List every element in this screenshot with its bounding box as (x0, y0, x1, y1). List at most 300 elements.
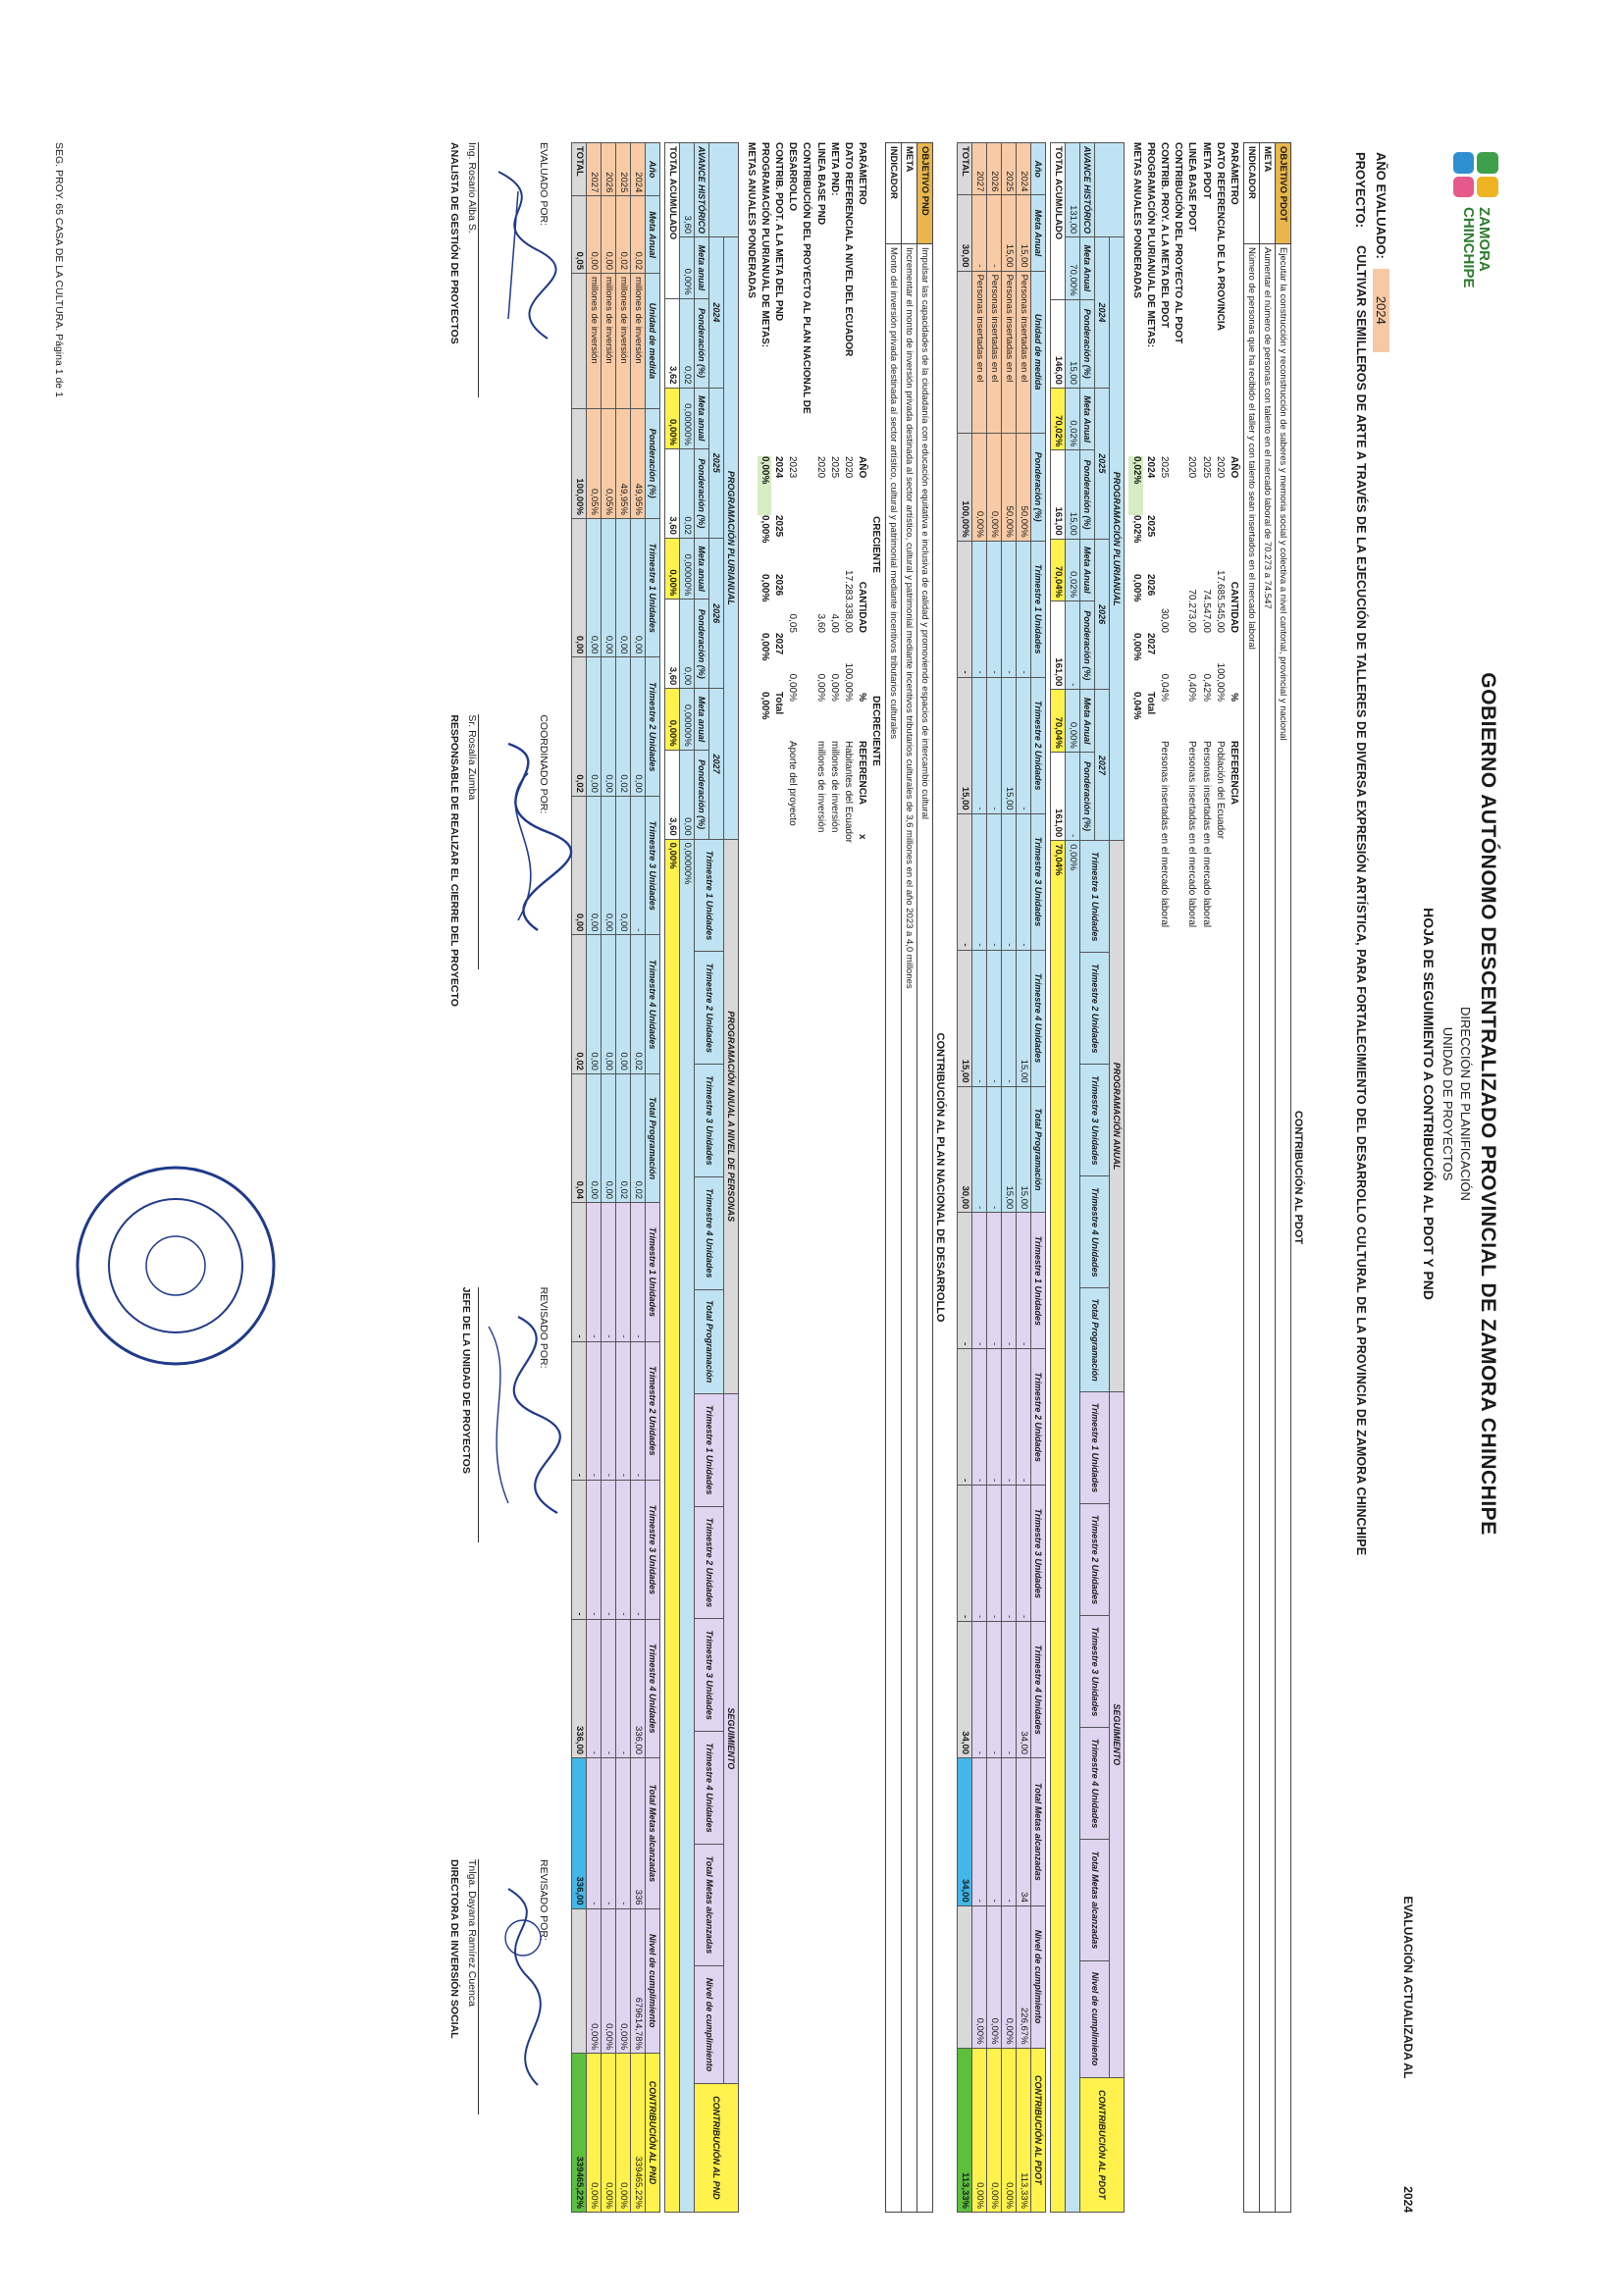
col-head: Ponderación (%) (1080, 752, 1095, 840)
pdot-param-labels (1128, 142, 1240, 437)
col-head: Trimestre 2 Unidades (695, 1506, 724, 1619)
col-head: AÑO (1229, 456, 1239, 479)
cell: 336,00 (572, 1619, 587, 1758)
pdot-programming-table (1050, 142, 1125, 2213)
provincial-logo (1446, 152, 1505, 378)
ref-pct: 100,00% (1214, 662, 1226, 702)
cell: - (587, 1203, 602, 1342)
cell: 0,02 (616, 657, 631, 797)
cell: - (972, 677, 987, 813)
plur-year: 2024 (772, 456, 784, 479)
cell: - (1002, 1486, 1017, 1622)
signer-role: ANALISTA DE GESTIÓN DE PROYECTOS (448, 142, 461, 344)
title-block (1421, 515, 1499, 1693)
cell: 146,00 (1051, 299, 1066, 388)
cell: - (972, 1486, 987, 1622)
col-head: Trimestre 2 Unidades (695, 952, 724, 1065)
plur-year: 2024 (1144, 456, 1156, 479)
cell: 15,00 (958, 950, 972, 1086)
cell: 0,00% (665, 388, 680, 448)
signer-role: RESPONSABLE DE REALIZAR EL CIERRE DEL PROYECTO (448, 714, 461, 1007)
cell: millones de inversión (616, 274, 631, 409)
ref-qty: 4,00 (828, 613, 840, 633)
cell: 70,04% (1051, 841, 1066, 2213)
group-head: SEGUIMIENTO (724, 1393, 739, 2083)
cell: 0,00% (1066, 841, 1080, 2213)
col-head: Meta Anual (1080, 388, 1095, 449)
unit-subtitle: UNIDAD DE PROYECTOS (1440, 1026, 1455, 1181)
cell: - (1002, 1622, 1017, 1758)
col-head: % (1229, 693, 1239, 702)
param-label: CONTRIB. PDOT. A LA META DEL PND (772, 142, 784, 322)
signature-coordinado (448, 714, 550, 1068)
cell: 50,00% (1002, 433, 1017, 541)
col-head: Total Programación (695, 1289, 724, 1393)
col-head: Trimestre 4 Unidades (646, 935, 660, 1074)
table-total-row (958, 143, 972, 2213)
cell: - (987, 813, 1002, 950)
param-label: LINEA BASE PND (814, 142, 826, 226)
project-label: PROYECTO: (1353, 152, 1368, 229)
cell: - (1002, 1349, 1017, 1486)
col-head: Nivel de cumplimiento (646, 1908, 660, 2053)
col-head: CONTRIBUCIÓN AL PND (646, 2054, 660, 2213)
ref-year: 2020 (1186, 456, 1198, 479)
param-label: PARÁMETRO (1229, 142, 1239, 205)
cell: 0,00 (616, 796, 631, 935)
cell: 0,00% (616, 2054, 631, 2213)
eval-label: EVALUACIÓN ACTUALIZADA AL (1401, 1896, 1415, 2079)
cell: 0,00 (587, 196, 602, 274)
col-head: CONTRIBUCIÓN AL PDOT (1080, 2077, 1125, 2212)
pnd-indicator-value: Monto del inversión privada destinada al sector artístico, cultural y patrimonial mediante incentivos tributarios culturales (886, 244, 902, 2213)
col-head: Unidad de medida (1031, 271, 1046, 433)
col-head: Trimestre 2 Unidades (1031, 1349, 1046, 1486)
pdot-section (957, 142, 1305, 2213)
pdot-yearly-table (957, 142, 1046, 2213)
pnd-objective-label: OBJETIVO PND (917, 143, 933, 244)
col-head: Meta anual (695, 689, 709, 750)
cell: 3,60 (665, 448, 680, 538)
cell: 0,00 (616, 935, 631, 1074)
signature-heading: EVALUADO POR: (538, 142, 550, 226)
project-row (1353, 152, 1368, 2213)
cell: 34,00 (958, 1622, 972, 1758)
col-head: Total Programación (646, 1073, 660, 1202)
cell: 0,02 (616, 196, 631, 274)
cell: - (616, 1341, 631, 1481)
cell: 34,00 (958, 1758, 972, 1906)
cell: 0,02 (631, 935, 646, 1074)
col-head: Total Metas alcanzadas (695, 1844, 724, 1965)
cell: - (1002, 813, 1017, 950)
col-head: Trimestre 4 Unidades (1031, 950, 1046, 1086)
cell: 2024 (1017, 143, 1031, 195)
cell: 336,00 (631, 1619, 646, 1758)
contrib-ref: Aporte del proyecto (787, 741, 799, 826)
cell: 0,00% (680, 237, 695, 298)
cell: 339465,22% (631, 2054, 646, 2213)
cell: 0,00 (602, 518, 616, 657)
ref-year: 2025 (828, 456, 840, 479)
pnd-objective-value: Impulsar las capacidades de la ciudadanía con educación equitativa e inclusiva de calidad y promoviendo espacios de intercambio cultural (917, 244, 933, 2213)
col-head: Trimestre 3 Unidades (1080, 1616, 1110, 1728)
cell: - (972, 541, 987, 677)
cell: 0,00 (587, 1073, 602, 1202)
pnd-meta-value: Incrementar el monto de inversión privada destinada al sector artístico, cultural y patrimonial mediante incentivos tributarios culturales de 3,6 millones en el año 2023 a 4,0 millones (902, 244, 917, 2213)
pdot-parameters (1128, 142, 1240, 2213)
cell: 0,00% (602, 2054, 616, 2213)
cell: - (972, 950, 987, 1086)
cell: 113,33% (958, 2048, 972, 2212)
col-head: % (857, 693, 868, 702)
col-head: Trimestre 2 Unidades (1031, 677, 1046, 813)
col-head: Ponderación (%) (695, 448, 709, 538)
cell: 336,00 (572, 1758, 587, 1908)
pnd-parameters (743, 142, 882, 2213)
cell: 0,00 (602, 935, 616, 1074)
col-head: Trimestre 1 Unidades (695, 1393, 724, 1506)
ref-text: Personas insertadas en el mercado laboral (1186, 741, 1198, 928)
cell: - (602, 1758, 616, 1908)
cell: - (972, 1349, 987, 1486)
col-head: Trimestre 1 Unidades (1031, 1213, 1046, 1349)
col-head: CONTRIBUCIÓN AL PND (695, 2083, 739, 2212)
cell: 34,00 (1017, 1622, 1031, 1758)
group-head: PROGRAMACIÓN PLURIANUAL (1110, 237, 1125, 841)
cell: 30,00 (958, 195, 972, 271)
signer-name: Ing. Rosario Alba S. (466, 142, 479, 234)
ref-qty: 17.283.338,00 (842, 570, 854, 633)
ref-text: millones de inversión (814, 741, 826, 833)
contrib-pct: 0,04% (1158, 673, 1170, 702)
cell: 2026 (987, 143, 1002, 195)
cell: - (631, 1203, 646, 1342)
signer-role: DIRECTORA DE INVERSIÓN SOCIAL (448, 1858, 461, 2039)
cell: 0,04 (572, 1073, 587, 1202)
plur-year: Total (1144, 692, 1156, 715)
eval-value: 2024 (1401, 2186, 1415, 2213)
table-row (587, 143, 602, 2213)
cell: Personas insertadas en el (1002, 271, 1017, 433)
param-label: PROGRAMACIÓN PLURIANUAL DE METAS: (1144, 142, 1156, 348)
document-sheet (53, 142, 1505, 2213)
table-row (616, 143, 631, 2213)
cell: - (1017, 1213, 1031, 1349)
cell: - (602, 1203, 616, 1342)
cell: - (616, 1619, 631, 1758)
plur-value: 0,00% (759, 515, 770, 544)
cell: 0,00 (602, 796, 616, 935)
cell: - (1017, 1349, 1031, 1486)
cell: 30,00 (958, 1086, 972, 1213)
year-label: AÑO EVALUADO: (1374, 152, 1388, 259)
year-head: 2025 (1095, 388, 1110, 539)
cell: 100,00% (572, 408, 587, 518)
cell: 15,00 (1002, 677, 1017, 813)
param-label: META PND: (828, 142, 840, 196)
pnd-indicator-label: INDICADOR (886, 143, 902, 244)
col-head: Ponderación (%) (1080, 601, 1095, 690)
cell: 226,67% (1017, 1905, 1031, 2048)
cell: 0,02 (572, 935, 587, 1074)
contrib-qty: 0,05 (787, 613, 799, 633)
cell: - (1017, 677, 1031, 813)
cell: - (972, 195, 987, 271)
evaluation-date (1401, 1897, 1415, 2213)
cell: - (972, 1086, 987, 1213)
cell: - (572, 1341, 587, 1481)
col-head: Total Metas alcanzadas (1080, 1840, 1110, 1961)
cell: - (1066, 752, 1080, 840)
signature-heading: COORDINADO POR: (538, 714, 550, 814)
pnd-section (571, 142, 947, 2213)
cell: 0,00% (587, 2054, 602, 2213)
cell: - (987, 677, 1002, 813)
table-row (972, 143, 987, 2213)
ref-text: millones de inversión (828, 741, 840, 833)
cell: - (987, 1349, 1002, 1486)
cell: - (1017, 813, 1031, 950)
cell: - (1002, 950, 1017, 1086)
plur-value: 0,00% (1130, 574, 1142, 602)
sheet-title: HOJA DE SEGUIMIENTO A CONTRIBUCIÓN AL PDOT Y PND (1421, 908, 1437, 1300)
table-row (1066, 143, 1080, 2213)
ref-year: 2025 (1200, 456, 1212, 479)
contrib-ref: Personas insertadas en el mercado laboral (1158, 741, 1170, 928)
cell: 2027 (972, 143, 987, 195)
cell: 0,00% (665, 538, 680, 599)
cell: - (958, 541, 972, 677)
cell: - (987, 950, 1002, 1086)
cell: 15,00 (1066, 450, 1080, 539)
cell: 0,00% (972, 1905, 987, 2048)
col-head: Año (646, 143, 660, 196)
cell: 15,00 (958, 677, 972, 813)
group-head: PROGRAMACIÓN ANUAL (1110, 841, 1125, 1392)
handwritten-signature (469, 162, 577, 358)
cell: 161,00 (1051, 752, 1066, 840)
cell: 0,00 (680, 600, 695, 689)
institution-title: GOBIERNO AUTÓNOMO DESCENTRALIZADO PROVINCIAL DE ZAMORA CHINCHIPE (1477, 672, 1499, 1536)
param-label: PROGRAMACIÓN PLURIANUAL DE METAS: (759, 142, 770, 348)
ref-year: 2020 (842, 456, 854, 479)
cell: - (1002, 1213, 1017, 1349)
pdot-objective-table (1243, 142, 1291, 2213)
cell: 161,00 (1051, 601, 1066, 690)
cell: - (616, 1758, 631, 1908)
col-head: Trimestre 4 Unidades (646, 1619, 660, 1758)
cell: - (958, 1349, 972, 1486)
param-label: CONTRIB. PROY. A LA META DEL PDOT (1158, 142, 1170, 329)
year-head: 2026 (1095, 539, 1110, 690)
cell: 0,00 (616, 518, 631, 657)
cell: - (987, 1758, 1002, 1906)
col-head: Trimestre 2 Unidades (1080, 953, 1110, 1065)
col-head: Nivel de cumplimiento (1080, 1960, 1110, 2077)
cell: 0,00 (602, 657, 616, 797)
table-row (631, 143, 646, 2213)
cell: 15,00 (1002, 195, 1017, 271)
cell: 0,00% (987, 433, 1002, 541)
signature-block (448, 142, 550, 2213)
signer-role: JEFE DE LA UNIDAD DE PROYECTOS (460, 1286, 473, 1474)
col-head: Trimestre 3 Unidades (695, 1619, 724, 1732)
cell: 0,00% (665, 839, 680, 2212)
cell: - (602, 1481, 616, 1620)
col-head: CANTIDAD (857, 581, 868, 633)
pnd-param-values (743, 456, 882, 843)
institutional-stamp (73, 1163, 279, 1369)
param-label: CONTRIBUCIÓN DEL PROYECTO AL PDOT (1173, 142, 1184, 344)
cell: - (987, 1486, 1002, 1622)
signature-evaluado (448, 142, 550, 496)
contrib-year: 2023 (787, 456, 799, 479)
cell: 161,00 (1051, 450, 1066, 539)
cell: 679614,78% (631, 1908, 646, 2053)
cell: 0,00000% (680, 689, 695, 750)
cell: - (972, 1213, 987, 1349)
pnd-programming-table (664, 142, 739, 2213)
cell: - (987, 1086, 1002, 1213)
cell: - (987, 195, 1002, 271)
cell: 50,00% (1017, 433, 1031, 541)
cell: 0,00% (602, 1908, 616, 2053)
signer-name: Sr. Rosalía Zumba (466, 714, 479, 801)
cell: 2026 (602, 143, 616, 196)
cell: 0,00 (572, 518, 587, 657)
table-row (602, 143, 616, 2213)
table-row (680, 143, 695, 2213)
col-head: Ponderación (%) (695, 600, 709, 689)
pdot-param-values (1128, 456, 1240, 927)
cell: 0,00 (587, 518, 602, 657)
plur-year: 2026 (772, 574, 784, 597)
year-value: 2024 (1373, 269, 1389, 352)
col-head: Trimestre 1 Unidades (646, 518, 660, 657)
cell: Personas insertadas en el (972, 271, 987, 433)
cell: - (1017, 541, 1031, 677)
trend-decreciente: DECRECIENTE (870, 696, 882, 766)
plur-value: 0,00% (759, 633, 770, 661)
col-head: REFERENCIA (857, 741, 868, 806)
table-row (665, 143, 680, 2213)
cell: 0,00% (987, 1905, 1002, 2048)
cell: TOTAL ACUMULADO (1051, 143, 1066, 300)
group-head: SEGUIMIENTO (1110, 1391, 1125, 2077)
param-label: PARÁMETRO (857, 142, 868, 205)
cell: 0,00 (631, 657, 646, 797)
signature-revisado-1 (448, 1287, 550, 1641)
cell: TOTAL (958, 143, 972, 195)
cell: 0,02% (1066, 388, 1080, 449)
col-head: Ponderación (%) (646, 408, 660, 518)
col-head: AVANCE HISTÓRICO (695, 143, 709, 237)
cell: 131,00 (1066, 143, 1080, 237)
col-head: Total Programación (1080, 1288, 1110, 1392)
cell: - (631, 1481, 646, 1620)
col-head: Meta Anual (1031, 195, 1046, 271)
ref-year: 2020 (1214, 456, 1226, 479)
cell: 339465,22% (572, 2054, 587, 2213)
cell: millones de inversión (631, 274, 646, 409)
cell: - (1066, 601, 1080, 690)
logo-text: ZAMORA CHINCHIPE (1460, 207, 1492, 288)
param-label: META PDOT (1200, 142, 1212, 199)
cell: - (572, 1203, 587, 1342)
cell: - (631, 1341, 646, 1481)
cell: 0,00 (602, 196, 616, 274)
cell: - (587, 1481, 602, 1620)
cell: 0,05% (587, 408, 602, 518)
ref-qty: 3,60 (814, 613, 826, 633)
ref-pct: 0,00% (814, 673, 826, 702)
table-row (1017, 143, 1031, 2213)
cell: - (987, 541, 1002, 677)
cell: - (631, 796, 646, 935)
col-head: Total Programación (1031, 1086, 1046, 1213)
cell: 2024 (631, 143, 646, 196)
cell: 0,00% (616, 1908, 631, 2053)
cell: 0,02 (616, 1073, 631, 1202)
cell: 3,60 (665, 600, 680, 689)
plur-year: Total (772, 692, 784, 715)
plur-value: 0,00% (759, 574, 770, 602)
cell: 0,00% (665, 689, 680, 750)
cell: - (587, 1341, 602, 1481)
cell: - (572, 1481, 587, 1620)
col-head: Total Metas alcanzadas (1031, 1758, 1046, 1906)
page-footer: SEG. PROY. 65 CASA DE LA CULTURA. Página 1 de 1 (53, 142, 65, 397)
col-head: Meta Anual (1080, 237, 1095, 299)
pdot-indicator-label: INDICADOR (1244, 143, 1260, 244)
cell: TOTAL ACUMULADO (665, 143, 680, 299)
cell: 0,00% (1002, 2048, 1017, 2212)
param-label: METAS ANUALES PONDERADAS (1130, 142, 1142, 298)
cell: millones de inversión (602, 274, 616, 409)
col-head: AVANCE HISTÓRICO (1080, 143, 1095, 237)
col-head: Trimestre 3 Unidades (1080, 1065, 1110, 1176)
cell: 0,00 (587, 657, 602, 797)
pdot-indicator-value: Número de personas que ha recibido el taller y con talento sean insertados en el mercado laboral (1244, 244, 1260, 2213)
param-label: DATO REFERENCIAL DE LA PROVINCIA (1214, 142, 1226, 331)
cell: - (616, 1481, 631, 1620)
cell: 0,00% (1002, 1905, 1017, 2048)
cell: - (987, 1622, 1002, 1758)
cell: 2025 (1002, 143, 1017, 195)
ref-qty: 70.273,00 (1186, 589, 1198, 633)
cell: - (602, 1619, 616, 1758)
ref-text: Habitantes del Ecuador (842, 741, 854, 843)
col-head: Trimestre 4 Unidades (1031, 1622, 1046, 1758)
col-head: Trimestre 3 Unidades (1031, 813, 1046, 950)
col-head: Trimestre 4 Unidades (695, 1176, 724, 1289)
col-head: Trimestre 3 Unidades (1031, 1486, 1046, 1622)
cell: - (972, 1758, 987, 1906)
table-row (1002, 143, 1017, 2213)
cell: 15,00 (1017, 950, 1031, 1086)
signer-name: Tnlga. Dayana Ramírez Cuenca (466, 1858, 479, 2007)
cell: 3,62 (665, 298, 680, 388)
col-head: AÑO (857, 456, 868, 479)
col-head: Ponderación (%) (1080, 299, 1095, 388)
col-head: Unidad de medida (646, 274, 660, 409)
pnd-objective-table (885, 142, 933, 2213)
cell: - (587, 1619, 602, 1758)
cell: - (587, 1758, 602, 1908)
col-head: Trimestre 3 Unidades (695, 1065, 724, 1177)
pdot-objective-value: Ejecutar la construcción y reconstrucción de saberes y memoria social y colectiva a nivel cantonal, provincial y nacional (1276, 244, 1291, 2213)
